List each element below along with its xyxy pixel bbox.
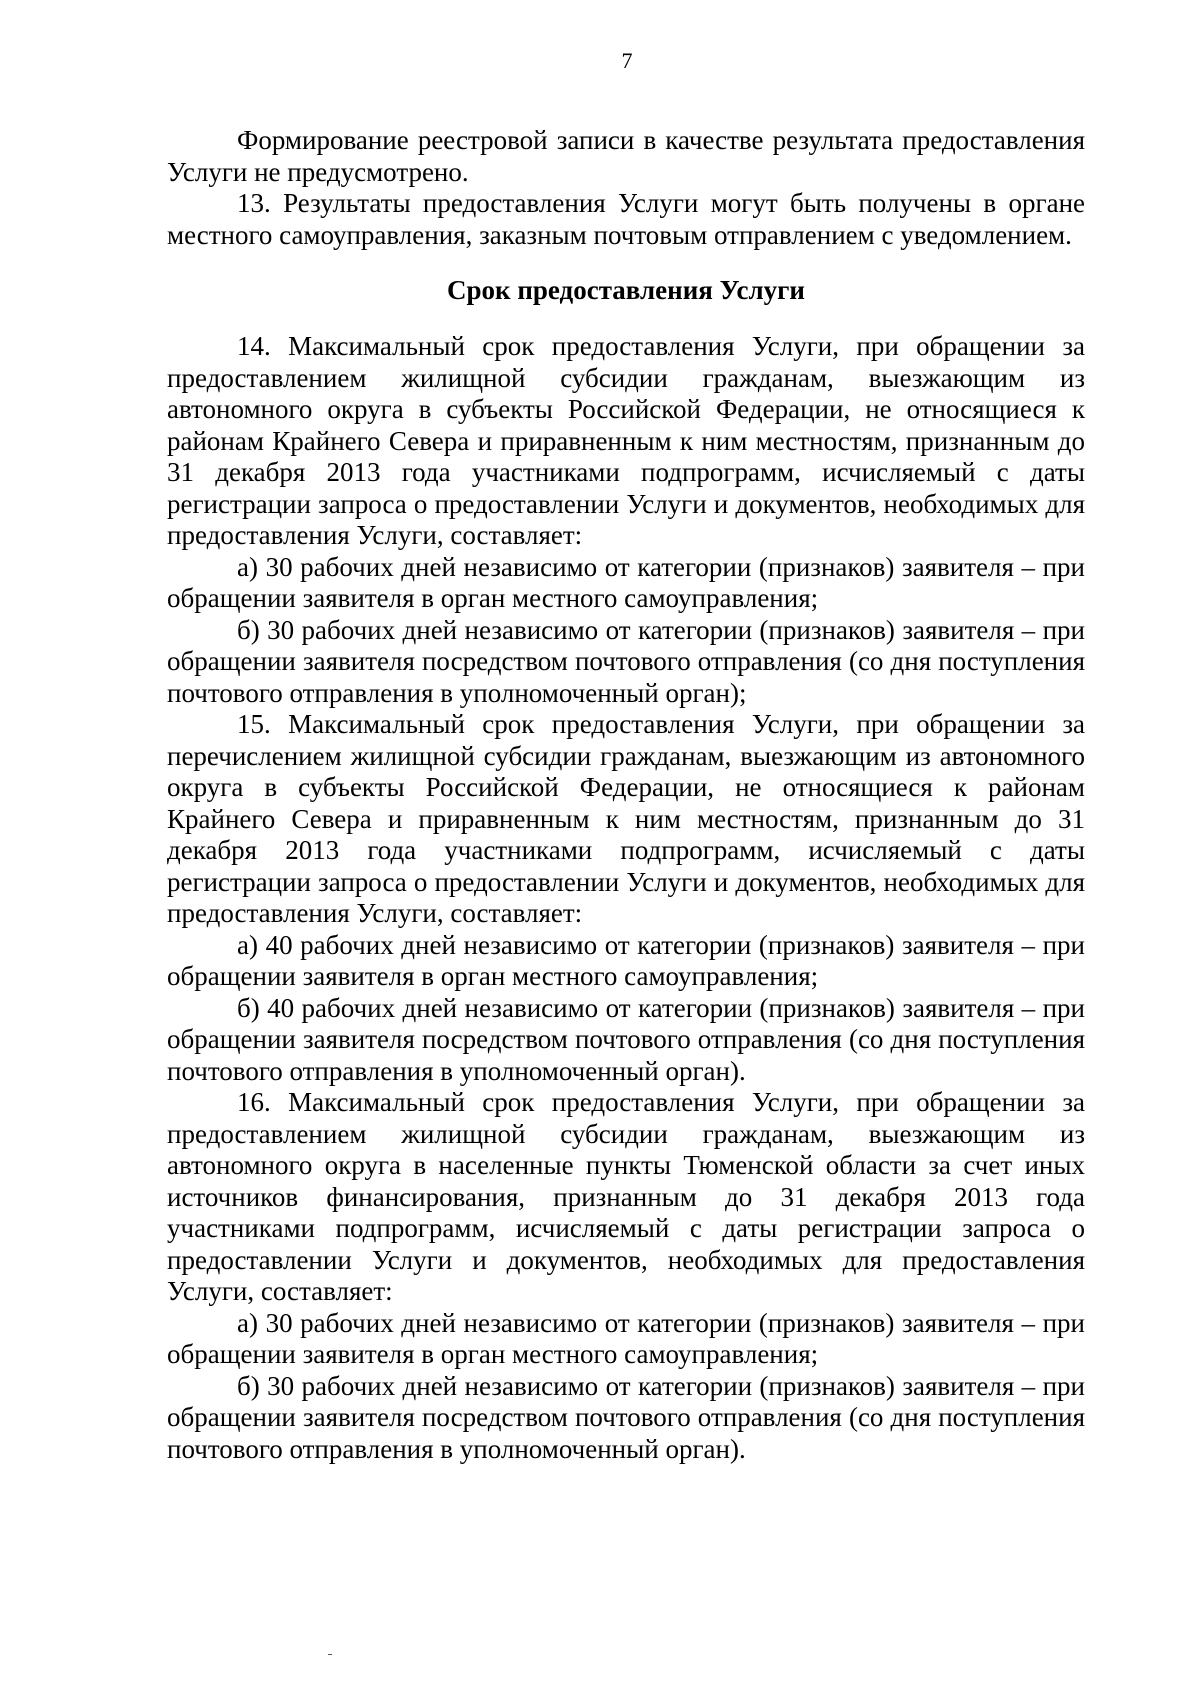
paragraph-13: 13. Результаты предоставления Услуги могут быть получены в органе местного самоуправления, заказным почтовым отправлением с уведомлением. [167, 188, 1085, 250]
paragraph-14-b: б) 30 рабочих дней независимо от категории (признаков) заявителя – при обращении заявителя посредством почтового отправления (со дня поступления почтового отправления в уполномоченный орган); [167, 614, 1085, 708]
paragraph-15-a: а) 40 рабочих дней независимо от категории (признаков) заявителя – при обращении заявителя в орган местного самоуправления; [167, 929, 1085, 991]
document-body [167, 125, 1085, 1465]
paragraph-14-a: а) 30 рабочих дней независимо от категории (признаков) заявителя – при обращении заявителя в орган местного самоуправления; [167, 551, 1085, 613]
scan-mark [328, 1654, 332, 1655]
paragraph-16: 16. Максимальный срок предоставления Услуги, при обращении за предоставлением жилищной субсидии гражданам, выезжающим из автономного округа в населенные пункты Тюменской области за счет иных источников финансирования, признанным до 31 декабря 2013 года участниками подпрограмм, исчисляемый с даты регистрации запроса о предоставлении Услуги и документов, необходимых для предоставления Услуги, составляет: [167, 1087, 1085, 1306]
paragraph-16-b: б) 30 рабочих дней независимо от категории (признаков) заявителя – при обращении заявителя посредством почтового отправления (со дня поступления почтового отправления в уполномоченный орган). [167, 1370, 1085, 1464]
paragraph-15: 15. Максимальный срок предоставления Услуги, при обращении за перечислением жилищной субсидии гражданам, выезжающим из автономного округа в субъекты Российской Федерации, не относящиеся к районам Крайнего Севера и приравненным к ним местностям, признанным до 31 декабря 2013 года участниками подпрограмм, исчисляемый с даты регистрации запроса о предоставлении Услуги и документов, необходимых для предоставления Услуги, составляет: [167, 709, 1085, 928]
section-heading: Срок предоставления Услуги [447, 275, 805, 305]
paragraph-15-b: б) 40 рабочих дней независимо от категории (признаков) заявителя – при обращении заявителя посредством почтового отправления (со дня поступления почтового отправления в уполномоченный орган). [167, 992, 1085, 1086]
paragraph-14: 14. Максимальный срок предоставления Услуги, при обращении за предоставлением жилищной субсидии гражданам, выезжающим из автономного округа в субъекты Российской Федерации, не относящиеся к районам Крайнего Севера и приравненным к ним местностям, признанным до 31 декабря 2013 года участниками подпрограмм, исчисляемый с даты регистрации запроса о предоставлении Услуги и документов, необходимых для предоставления Услуги, составляет: [167, 331, 1085, 550]
page-number: 7 [621, 48, 633, 73]
paragraph-registry-record: Формирование реестровой записи в качестве результата предоставления Услуги не предусмотрено. [167, 125, 1085, 187]
paragraph-16-a: а) 30 рабочих дней независимо от категории (признаков) заявителя – при обращении заявителя в орган местного самоуправления; [167, 1307, 1085, 1369]
